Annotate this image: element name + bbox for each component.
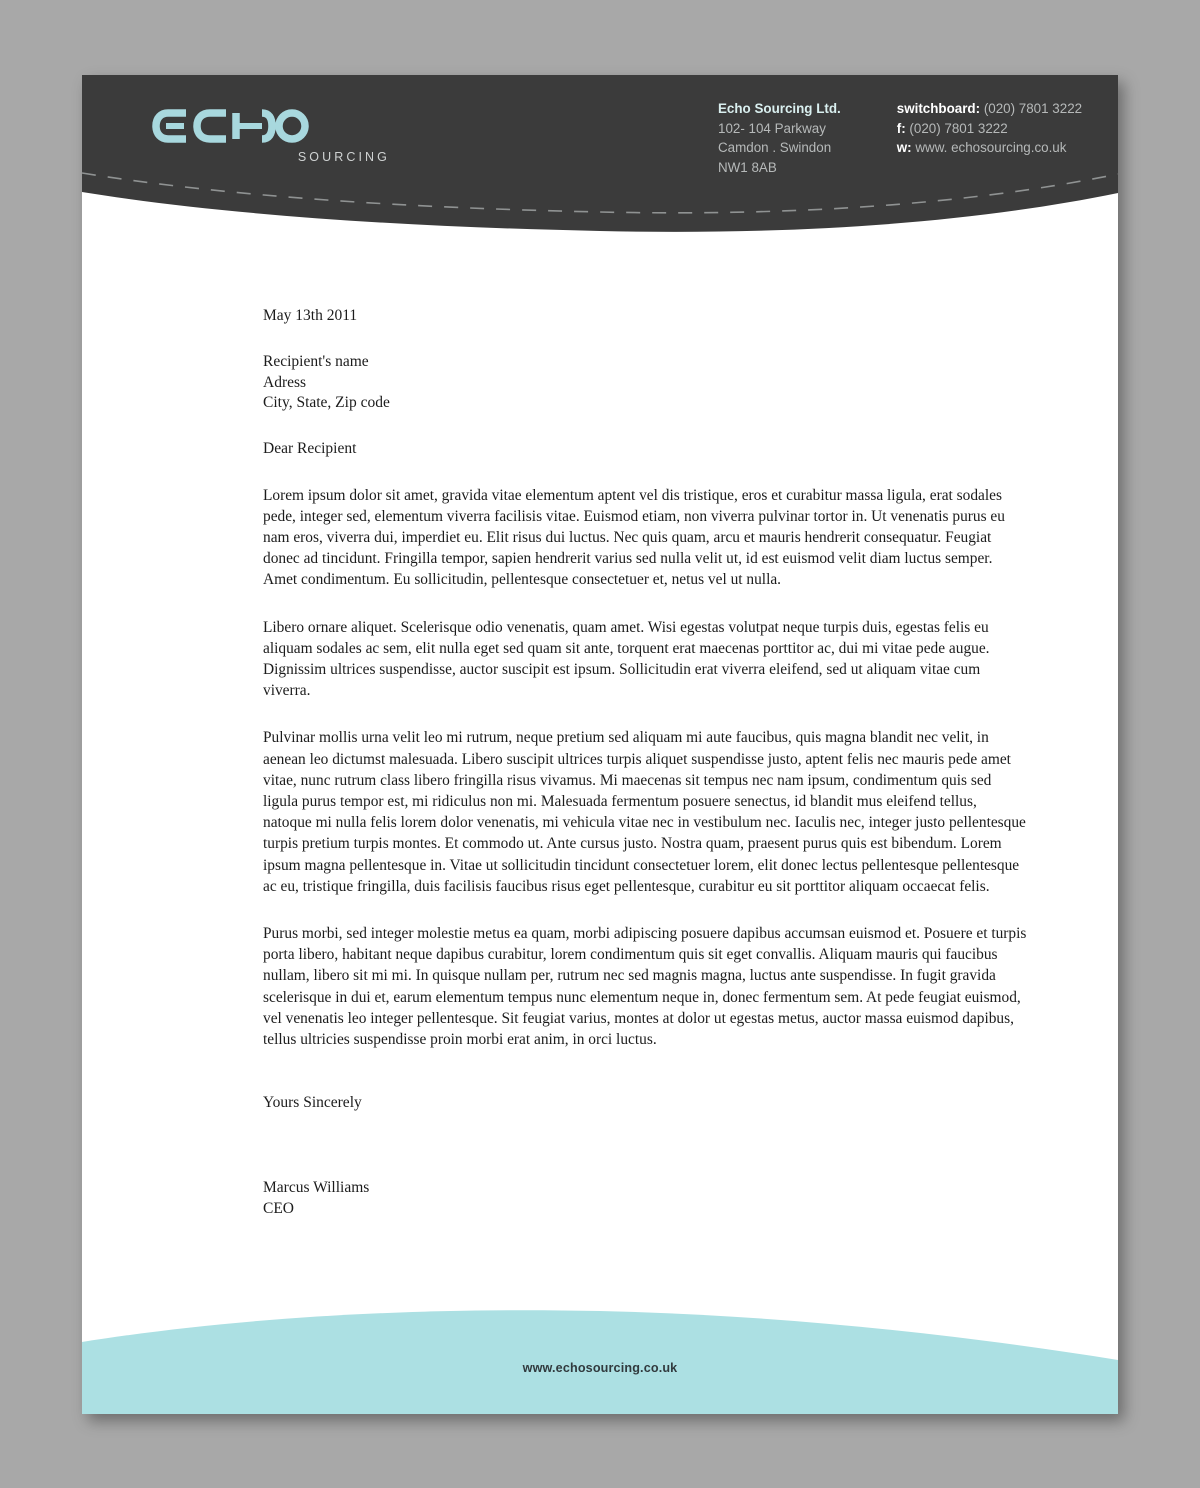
footer-wave-shape <box>82 1304 1118 1414</box>
fax-value: (020) 7801 3222 <box>909 120 1008 136</box>
body-paragraph: Lorem ipsum dolor sit amet, gravida vitae elementum aptent vel dis tristique, eros et curabitur massa ligula, erat sodales pede, integer sed, elementum viverra facilisis vitae. Euismod etiam, non viverra pulvinar tortor in. Ut venenatis purus eu nam eros, viverra dui, imperdiet eu. Elit risus dui luctus. Nec quis quam, arcu et mauris hendrerit consequatur. Feugiat donec ad tincidunt. Fringilla tempor, sapien hendrerit varius sed nulla velit ut, id est euismod velit diam luctus semper. Amet condimentum. Eu sollicitudin, pellentesque consectetuer et, netus vel ut nulla. <box>263 486 1005 589</box>
letter-date: May 13th 2011 <box>263 307 358 324</box>
signature-block <box>263 1178 1028 1219</box>
header-contact-area <box>718 99 1082 177</box>
letterhead-page <box>82 75 1118 1414</box>
address-block <box>718 99 841 177</box>
fax-row <box>897 119 1082 139</box>
company-name: Echo Sourcing Ltd. <box>718 101 841 116</box>
switchboard-value: (020) 7801 3222 <box>983 101 1083 116</box>
recipient-address: Adress <box>263 373 307 391</box>
salutation: Dear Recipient <box>263 439 357 457</box>
echo-wordmark-icon <box>150 105 310 151</box>
contact-block <box>897 99 1082 177</box>
recipient-city-state-zip: City, State, Zip code <box>263 394 390 411</box>
web-label: w: <box>896 140 912 156</box>
fax-label: f: <box>896 120 906 136</box>
recipient-name: Recipient's name <box>263 353 369 370</box>
switchboard-label: switchboard: <box>896 101 981 116</box>
closing-line: Yours Sincerely <box>263 1094 362 1112</box>
letter-body <box>263 307 1028 1219</box>
body-paragraph: Purus morbi, sed integer molestie metus ea quam, morbi adipiscing posuere dapibus accumsan euismod et. Posuere et turpis porta libero, habitant neque dapibus curabitur, lorem condimentum quis sit eget convallis. Aliquam mauris qui faucibus nullam, libero sit mi mi. In quisque nullam per, rutrum nec sed magnis magna, luctus ante suspendisse. In fugit gravida scelerisque in dui et, earum elementum tempus nunc elementum neque in, donec fermentum sem. At pede feugiat euismod, vel venenatis leo integer pellentesque. Sit feugiat varius, montes at dolor ut egestas metus, auctor massa euismod dapibus, tellus ultricies suspendisse proin morbi erat anim, in orci luctus. <box>263 924 1027 1048</box>
web-row <box>897 138 1082 158</box>
signer-title: CEO <box>263 1199 294 1217</box>
signer-name: Marcus Williams <box>263 1179 370 1197</box>
recipient-block <box>263 352 1028 414</box>
letterhead-footer <box>82 1304 1118 1414</box>
footer-website-url: www.echosourcing.co.uk <box>522 1361 678 1375</box>
web-value: www. echosourcing.co.uk <box>915 140 1067 156</box>
body-paragraph: Libero ornare aliquet. Scelerisque odio venenatis, quam amet. Wisi egestas volutpat neque turpis duis, egestas felis eu aliquam sodales ac sem, elit nulla eget sed quam sit ante, torquent erat maecenas porttitor ac, dui mi vitae pede augue. Dignissim ultrices suspendisse, auctor suscipit est ipsum. Sollicitudin erat viverra eleifend, sed ut aliquam vitae cum viverra. <box>263 618 990 700</box>
logo <box>150 105 390 164</box>
address-postcode: NW1 8AB <box>718 159 777 175</box>
body-paragraph: Pulvinar mollis urna velit leo mi rutrum, neque pretium sed aliquam mi aute faucibus, quis magna blandit nec velit, in aenean leo dictumst malesuada. Libero suscipit ultrices turpis aliquet suspendisse justo, aptent felis nec mauris pede amet vitae, nunc rutrum class libero fringilla risus vivamus. Mi maecenas sit tempus nec nam ipsum, condimentum quis sed ligula purus tempor est, mi ridiculus non mi. Malesuada fermentum posuere senectus, id blandit mus eleifend tellus, natoque mi nulla felis lorem dolor venenatis, mi vehicula vitae nec in vestibulum nec. Iaculis nec, integer justo pellentesque turpis pretium turpis montes. Et commodo ut. Ante cursus justo. Nostra quam, praesent purus quis est bibendum. Lorem ipsum magna pellentesque in. Vitae ut sollicitudin tincidunt consectetuer lorem, elit donec lectus pellentesque pellentesque ac eu, tristique fringilla, duis facilisis faucibus risus eget pellentesque, curabitur eu sit porttitor aliquam occaecat felis. <box>263 729 1026 895</box>
logo-subtitle: SOURCING <box>297 150 390 164</box>
letterhead-header <box>82 75 1118 235</box>
address-line-2: Camdon . Swindon <box>718 140 832 156</box>
address-line-1: 102- 104 Parkway <box>718 120 826 136</box>
switchboard-row <box>897 99 1082 119</box>
